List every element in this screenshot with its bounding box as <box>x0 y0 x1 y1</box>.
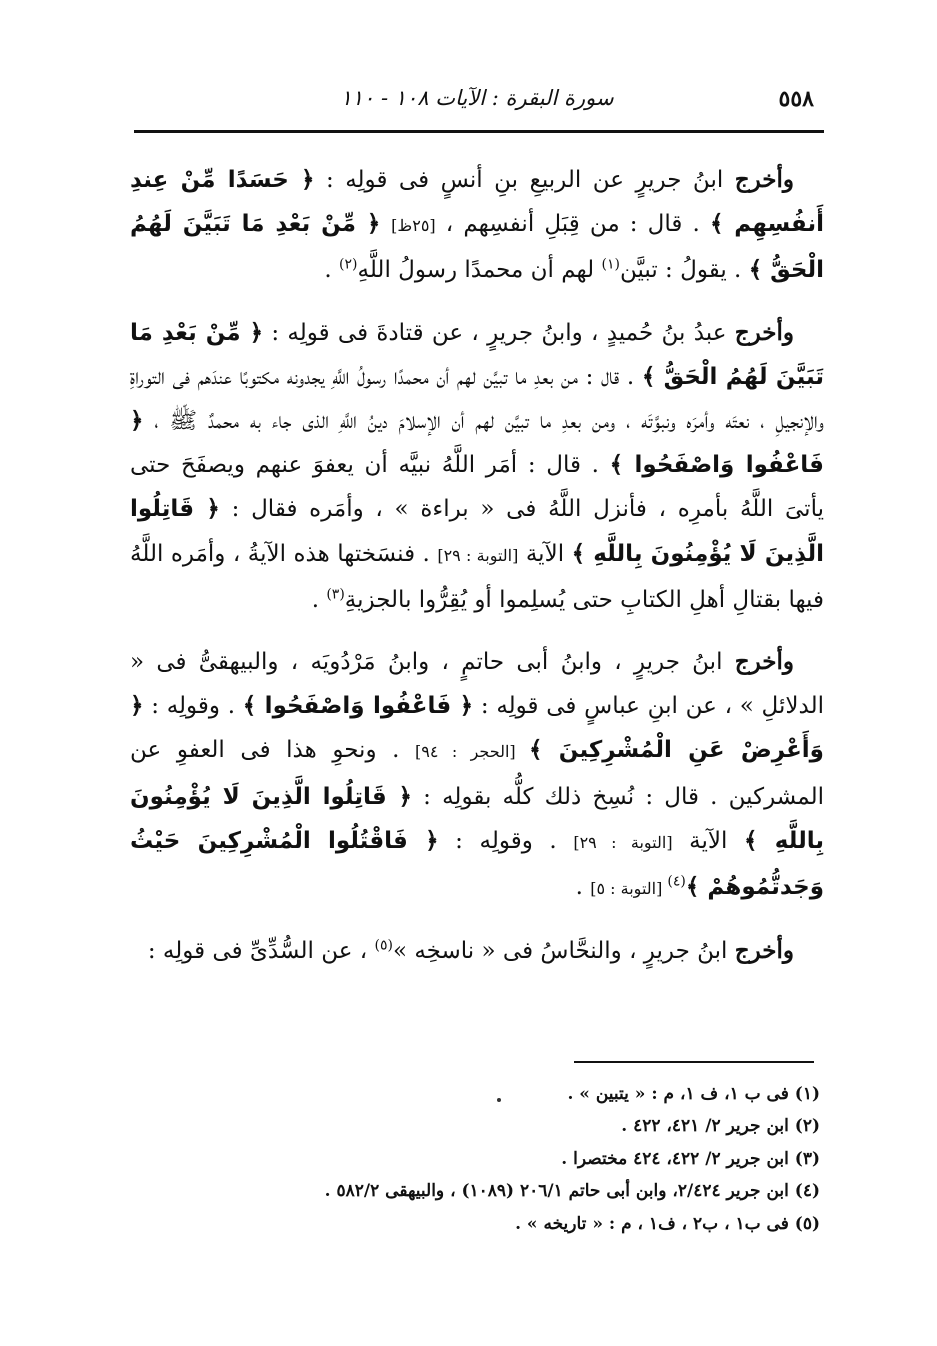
quran-verse: ﴿ مِّنْ بَعْدِ مَا تَبَيَّنَ لَهُمُ الْحَقُّ ﴾ <box>130 211 824 284</box>
paragraph-lead: وأخرج <box>734 648 794 676</box>
quran-verse: ﴿ فَاعْفُوا وَاصْفَحُوا ﴾ <box>130 408 824 479</box>
footnote-3: (٣) ابن جرير ٢/ ٤٢٢، ٤٢٤ مختصرا . <box>561 1148 820 1169</box>
paragraph-text: . وقولِه : <box>143 693 243 720</box>
paragraph-2 <box>130 311 824 622</box>
verse-citation: [الحجر : ٩٤] <box>415 742 529 762</box>
paragraph-text: . فنسَختها هذه الآيةُ ، وأمَره اللَّهُ فيها بقتالِ أهلِ الكتابِ حتى يُسلِموا أو يُقِرُّوا بالجزيةِ <box>130 540 824 613</box>
paragraph-text: ابنُ جريرٍ ، وابنُ أبى حاتمٍ ، وابنُ مَرْدُويَه ، والبيهقىُّ فى « الدلائلِ » ، عن ابنِ عباسٍ فى قولِه : <box>130 649 824 720</box>
main-text <box>130 158 824 991</box>
footnote-4: (٤) ابن جرير ٢/٤٢٤، وابن أبى حاتم ٢٠٦/١ (١٠٨٩) ، والبيهقى ٥٨٢/٢ . <box>324 1181 820 1202</box>
quran-verse: ﴿ قَاتِلُوا الَّذِينَ لَا يُؤْمِنُونَ بِاللَّهِ ﴾ <box>130 783 825 854</box>
footnotes <box>130 1078 820 1240</box>
footnote-ref: (٥) <box>374 937 393 954</box>
paragraph-lead: وأخرج <box>734 166 794 193</box>
verse-citation: [التوبة : ٢٩] <box>437 545 519 565</box>
paragraph-text: لهم أن محمدًا رسولُ اللَّهِ <box>357 257 602 284</box>
paragraph-text: . قال : من قِبَلِ أنفسِهم ، <box>435 211 710 238</box>
manuscript-folio-ref: [٢٥ظ] <box>391 216 436 236</box>
paragraph-text: ابنُ جريرٍ ، والنحَّاسُ فى « ناسخِه » <box>392 938 735 965</box>
footnote-rule <box>574 1061 814 1063</box>
paragraph-text: عبدُ بنُ حُميدٍ ، وابنُ جريرٍ ، عن قتادةَ فى قولِه : <box>263 319 735 346</box>
header-rule <box>134 130 824 133</box>
running-title: سورة البقرة : الآيات ١٠٨ - ١١٠ <box>340 86 614 110</box>
footnote-ref: (١) <box>601 256 620 273</box>
quran-verse: ﴿ فَاقْتُلُوا الْمُشْرِكِينَ حَيْثُ وَجَدتُّمُوهُمْ ﴾ <box>130 827 824 901</box>
footnote-ref: (٣) <box>326 586 345 603</box>
paragraph-1 <box>130 158 824 293</box>
paragraph-text: . قال : أمَر اللَّهُ نبيَّه أن يعفوَ عنهم ويصفَحَ حتى يأتىَ اللَّهُ بأمرِه ، فأنزل اللَّهُ فى « براءة » ، وأمَره فقال : <box>130 452 824 523</box>
verse-citation: [التوبة : ٥] <box>590 879 668 899</box>
paragraph-4 <box>130 929 824 973</box>
paragraph-text: . يقولُ : تبيَّن <box>619 257 749 284</box>
footnote-2: (٢) ابن جرير ٢/ ٤٢١، ٤٢٢ . <box>621 1116 820 1137</box>
paragraph-text: . <box>575 874 591 901</box>
page-number: ٥٥٨ <box>778 86 814 112</box>
paragraph-text: . ونحوِ هذا فى العفوِ عن المشركين . قال : نُسِخ ذلك كلُّه بقولِه : <box>130 737 824 810</box>
footnote-1: (١) فى ب ١، ف ١، م : « يتبين » . <box>567 1084 820 1104</box>
paragraph-lead: وأخرج <box>734 937 794 965</box>
footnote-5: (٥) فى ب١ ، ب٢ ، ف١ ، م : « تاريخه » . <box>515 1213 820 1234</box>
quran-verse: ﴿ مِّنْ بَعْدِ مَا تَبَيَّنَ لَهُمُ الْحَقُّ ﴾ <box>130 319 824 390</box>
quran-verse: ﴿ قَاتِلُوا الَّذِينَ لَا يُؤْمِنُونَ بِاللَّهِ ﴾ <box>130 496 824 567</box>
footnote-ref: (٤) <box>667 873 686 890</box>
paragraph-text: . وقولِه : <box>438 827 574 854</box>
paragraph-text: الآية <box>672 827 744 854</box>
quran-verse: ﴿ حَسَدًا مِّنْ عِندِ أَنفُسِهِم ﴾ <box>130 167 824 238</box>
paragraph-3 <box>130 640 824 911</box>
page-header <box>132 84 822 120</box>
paragraph-text: . <box>311 586 327 613</box>
paragraph-text: ، عن السُّدِّىِّ فى قولِه : <box>147 938 375 965</box>
paragraph-text: . قال : من بعدِ ما تبيَّن لهم أن محمدًا رسولُ اللَّهِ يجدونه مكتوبًا عندَهم فى التوراةِ والإنجيلِ ، نعتَه وأمرَه ونبوَّتَه ، ومن بعدِ ما تبيَّن لهم أن الإسلامَ دينُ اللَّهِ الذى جاء به محمدٌ ﷺ ، <box>130 363 824 435</box>
paragraph-text: الآية <box>518 540 572 567</box>
quran-verse: ﴿ فَاعْفُوا وَاصْفَحُوا ﴾ <box>242 693 474 720</box>
paragraph-text: . <box>324 257 340 284</box>
paragraph-text: ابنُ جريرٍ عن الربيعِ بنِ أنسٍ فى قولِه : <box>314 167 735 193</box>
paragraph-lead: وأخرج <box>734 318 795 346</box>
quran-verse: ﴿ وَأَعْرِضْ عَنِ الْمُشْرِكِينَ ﴾ <box>130 693 824 764</box>
verse-citation: [التوبة : ٢٩] <box>573 832 673 852</box>
footnote-ref: (٢) <box>339 256 358 273</box>
